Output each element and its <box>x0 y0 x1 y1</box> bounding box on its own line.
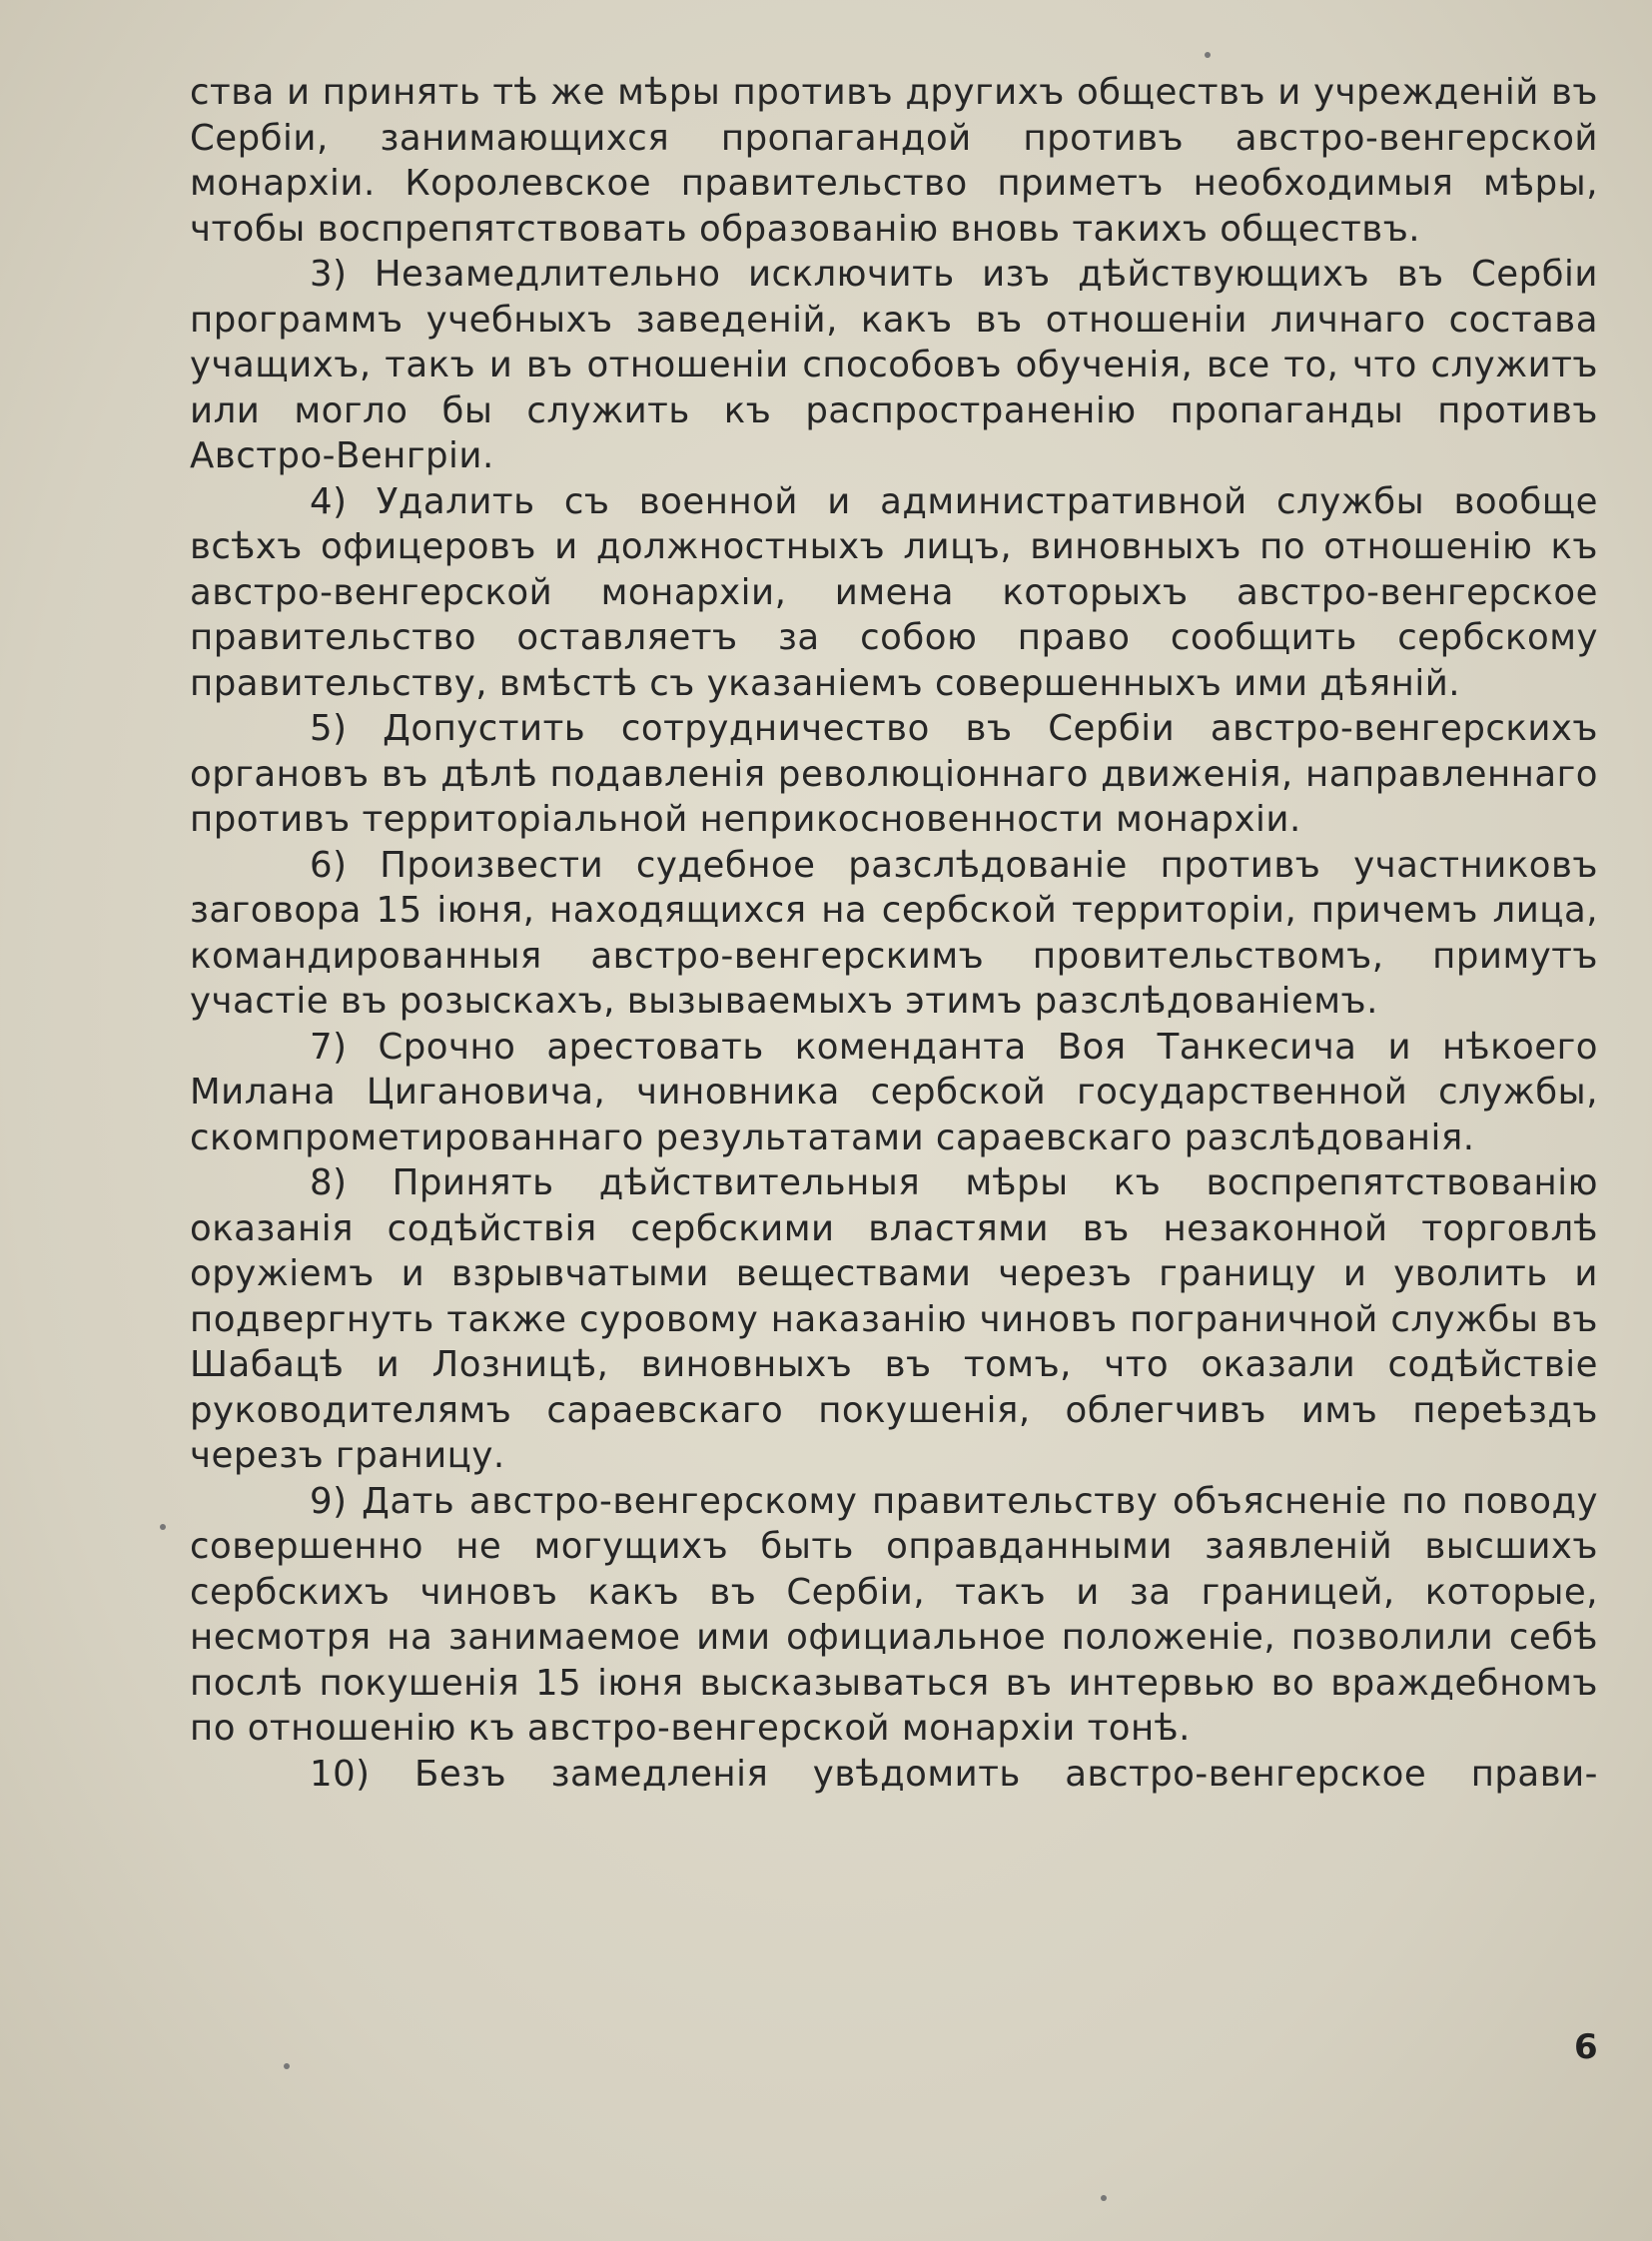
paragraph-continuation: ства и принять тѣ же мѣры противъ другихъ обществъ и учрежденій въ Сербіи, занимающихся пропагандой противъ австро-венгерской монархіи. Королевское правительство приметъ необходимыя мѣры, чтобы воспрепятствовать образованію вновь такихъ обществъ. <box>190 72 1598 250</box>
paragraph-item-8: 8) Принять дѣйствительныя мѣры къ воспрепятствованію оказанія содѣйствія сербскими властями въ незаконной торговлѣ оружіемъ и взрывчатыми веществами черезъ границу и уволить и подвергнуть также суровому наказанію чиновъ пограничной службы въ Шабацѣ и Лозницѣ, виновныхъ въ томъ, что оказали содѣйствіе руководителямъ сараевскаго покушенія, облегчивъ имъ переѣздъ черезъ границу. <box>190 1162 1598 1476</box>
body-text <box>190 70 1598 1797</box>
paragraph-item-4: 4) Удалить съ военной и административной службы вообще всѣхъ офицеровъ и должностныхъ лицъ, виновныхъ по отношенію къ австро-венгерской монархіи, имена которыхъ австро-венгерское правительство оставляетъ за собою право сообщить сербскому правительству, вмѣстѣ съ указаніемъ совершенныхъ ими дѣяній. <box>190 480 1598 704</box>
print-speck <box>1101 2195 1107 2201</box>
paragraph-item-10: 10) Безъ замедленія увѣдомить австро-венгерское прави- <box>310 1753 1598 1795</box>
paragraph-item-9: 9) Дать австро-венгерскому правительству объясненіе по поводу совершенно не могущихъ быть оправданными заявленій высшихъ сербскихъ чиновъ какъ въ Сербіи, такъ и за границей, которые, несмотря на занимаемое ими официальное положеніе, позволили себѣ послѣ покушенія 15 іюня высказываться въ интервью во враждебномъ по отношенію къ австро-венгерской монархіи тонѣ. <box>190 1480 1598 1749</box>
paragraph-item-6: 6) Произвести судебное разслѣдованіе противъ участниковъ заговора 15 іюня, находящихся на сербской территоріи, причемъ лица, командированныя австро-венгерскимъ провительствомъ, примутъ участіе въ розыскахъ, вызываемыхъ этимъ разслѣдованіемъ. <box>190 844 1598 1022</box>
print-speck <box>1205 52 1211 58</box>
print-speck <box>160 1524 166 1530</box>
paragraph-item-7: 7) Срочно арестовать коменданта Воя Танкесича и нѣкоего Милана Цигановича, чиновника сербской государственной службы, скомпрометированнаго результатами сараевскаго разслѣдованія. <box>190 1026 1598 1158</box>
paragraph-item-5: 5) Допустить сотрудничество въ Сербіи австро-венгерскихъ органовъ въ дѣлѣ подавленія революціоннаго движенія, направленнаго противъ территоріальной неприкосновенности монархіи. <box>190 708 1598 840</box>
print-speck <box>284 2063 290 2069</box>
paragraph-item-3: 3) Незамедлительно исключить изъ дѣйствующихъ въ Сербіи программъ учебныхъ заведеній, какъ въ отношеніи личнаго состава учащихъ, такъ и въ отношеніи способовъ обученія, все то, что служитъ или могло бы служить къ распространенію пропаганды противъ Австро-Венгріи. <box>190 254 1598 476</box>
page-number: 6 <box>1574 2027 1598 2067</box>
